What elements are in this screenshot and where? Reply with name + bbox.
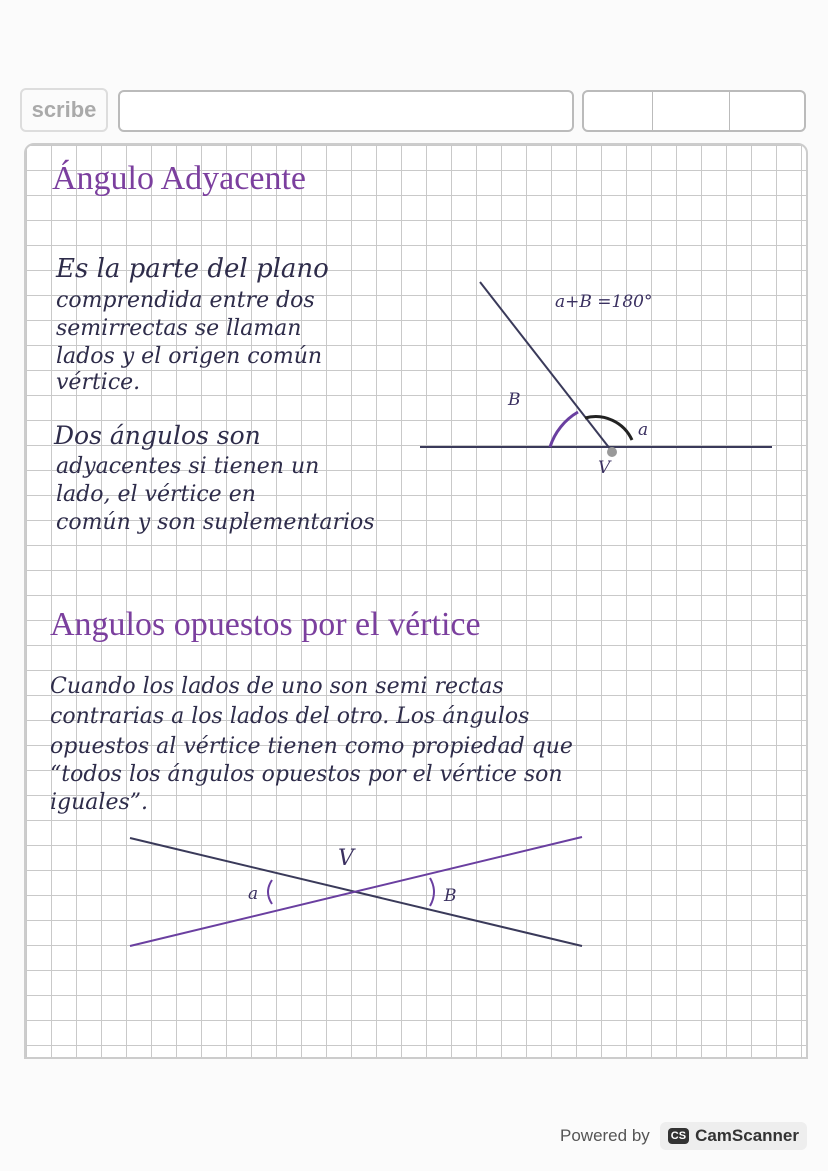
camscanner-brand: CamScanner bbox=[695, 1126, 799, 1145]
section2-title: Angulos opuestos por el vértice bbox=[50, 606, 481, 643]
text-line: contrarias a los lados del otro. Los ángulos bbox=[50, 704, 530, 729]
angle-b-label: B bbox=[444, 886, 457, 906]
text-line: lados y el origen común bbox=[56, 344, 323, 369]
text-line: común y son suplementarios bbox=[56, 510, 375, 535]
camscanner-icon: CS bbox=[668, 1128, 689, 1144]
text-line: adyacentes si tienen un bbox=[56, 454, 320, 479]
text-line: iguales”. bbox=[50, 790, 148, 815]
camscanner-footer bbox=[560, 1122, 807, 1150]
text-line: lado, el vértice en bbox=[56, 482, 256, 507]
angle-a-label: a bbox=[638, 420, 649, 440]
powered-by-text: Powered by bbox=[560, 1126, 650, 1145]
section1-title: Ángulo Adyacente bbox=[52, 160, 306, 197]
camscanner-badge bbox=[660, 1122, 807, 1150]
text-line: “todos los ángulos opuestos por el vértice son bbox=[50, 762, 563, 787]
text-line: Cuando los lados de uno son semi rectas bbox=[50, 674, 504, 699]
text-line: semirrectas se llaman bbox=[56, 316, 302, 341]
text-line: comprendida entre dos bbox=[56, 288, 315, 313]
equation-label: a+B =180° bbox=[555, 292, 653, 312]
text-line: Dos ángulos son bbox=[54, 421, 261, 450]
angle-a-label: a bbox=[248, 884, 259, 904]
angle-b-label: B bbox=[508, 390, 521, 410]
text-line: Es la parte del plano bbox=[56, 254, 329, 284]
text-line: opuestos al vértice tienen como propiedad que bbox=[50, 734, 573, 759]
opposite-angle-diagram bbox=[130, 837, 582, 946]
text-line: vértice. bbox=[56, 370, 141, 395]
scribe-logo: scribe bbox=[20, 88, 108, 132]
vertex-label: V bbox=[598, 458, 611, 478]
vertex-label: V bbox=[338, 846, 354, 871]
